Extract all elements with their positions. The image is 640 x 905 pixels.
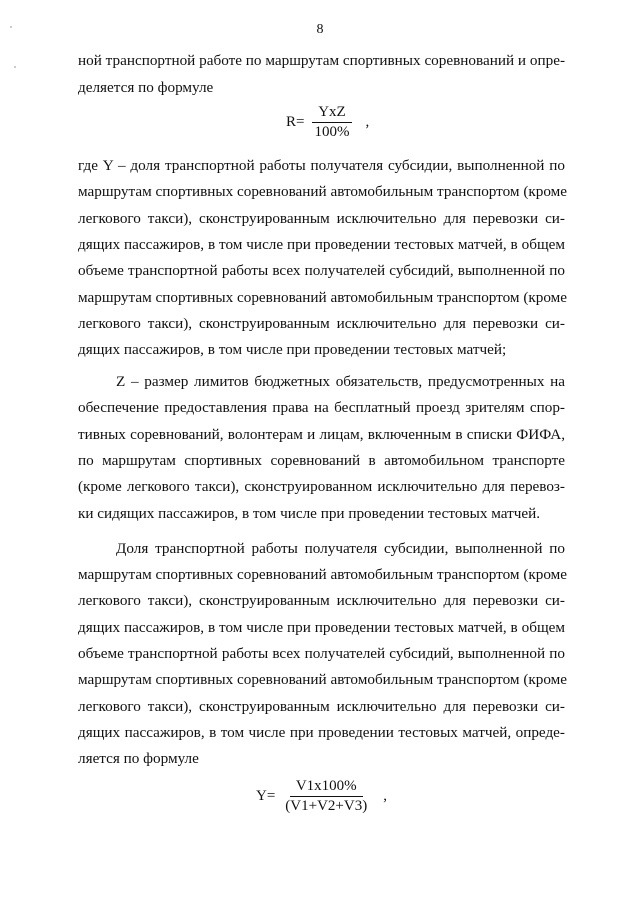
- text-line: где Y – доля транспортной работы получателя субсидии, выполненной по: [78, 157, 565, 174]
- text-line: по маршрутам спортивных соревнований в автомобильном транспорте: [78, 452, 565, 469]
- text-line: тивных соревнований, волонтерам и лицам, включенным в списки ФИФА,: [78, 426, 565, 443]
- text-line: (кроме легкового такси), сконструированном исключительно для перевоз-: [78, 478, 565, 495]
- text-line: легкового такси), сконструированным исключительно для перевозки си-: [78, 592, 565, 609]
- text-line: объеме транспортной работы всех получателей субсидий, выполненной по: [78, 645, 565, 662]
- numerator: V1x100%: [290, 778, 363, 797]
- page-number: 8: [316, 22, 324, 37]
- text-line: легкового такси), сконструированным исключительно для перевозки си-: [78, 315, 565, 332]
- scan-speck: [14, 66, 16, 68]
- text-line: дящих пассажиров, в том числе при проведении тестовых матчей;: [78, 341, 507, 358]
- formula-comma: ,: [365, 114, 370, 130]
- text-line: маршрутам спортивных соревнований автомобильным транспортом (кроме: [78, 289, 568, 306]
- text-line: ной транспортной работе по маршрутам спортивных соревнований и опре-: [78, 52, 565, 69]
- text-line: легкового такси), сконструированным исключительно для перевозки си-: [78, 210, 565, 227]
- formula-r: [286, 104, 369, 141]
- formula-lhs: R=: [286, 114, 305, 130]
- text-line: деляется по формуле: [78, 79, 214, 96]
- text-line: обеспечение предоставления права на бесплатный проезд зрителям спор-: [78, 399, 565, 416]
- text-line: ляется по формуле: [78, 750, 199, 767]
- denominator: 100%: [314, 124, 350, 140]
- numerator: YxZ: [312, 104, 352, 123]
- formula-comma: ,: [383, 788, 387, 804]
- text-line: дящих пассажиров, в том числе при проведении тестовых матчей, в общем: [78, 236, 565, 253]
- text-line: объеме транспортной работы всех получателей субсидий, выполненной по: [78, 262, 565, 279]
- text-line: ки сидящих пассажиров, в том числе при проведении тестовых матчей.: [78, 505, 541, 522]
- text-line: дящих пассажиров, в том числе при проведении тестовых матчей, опреде-: [78, 724, 565, 741]
- denominator: (V1+V2+V3): [285, 798, 368, 814]
- text-line: дящих пассажиров, в том числе при проведении тестовых матчей, в общем: [78, 619, 565, 636]
- text-line: маршрутам спортивных соревнований автомобильным транспортом (кроме: [78, 183, 568, 200]
- text-line: легкового такси), сконструированным исключительно для перевозки си-: [78, 698, 565, 715]
- text-line: Z – размер лимитов бюджетных обязательств, предусмотренных на: [116, 373, 565, 390]
- formula-y: [256, 778, 387, 815]
- formula-lhs: Y=: [256, 788, 276, 804]
- text-line: Доля транспортной работы получателя субсидии, выполненной по: [116, 540, 565, 557]
- fraction: [308, 104, 355, 141]
- text-line: маршрутам спортивных соревнований автомобильным транспортом (кроме: [78, 566, 568, 583]
- text-line: маршрутам спортивных соревнований автомобильным транспортом (кроме: [78, 671, 568, 688]
- fraction: [279, 778, 373, 815]
